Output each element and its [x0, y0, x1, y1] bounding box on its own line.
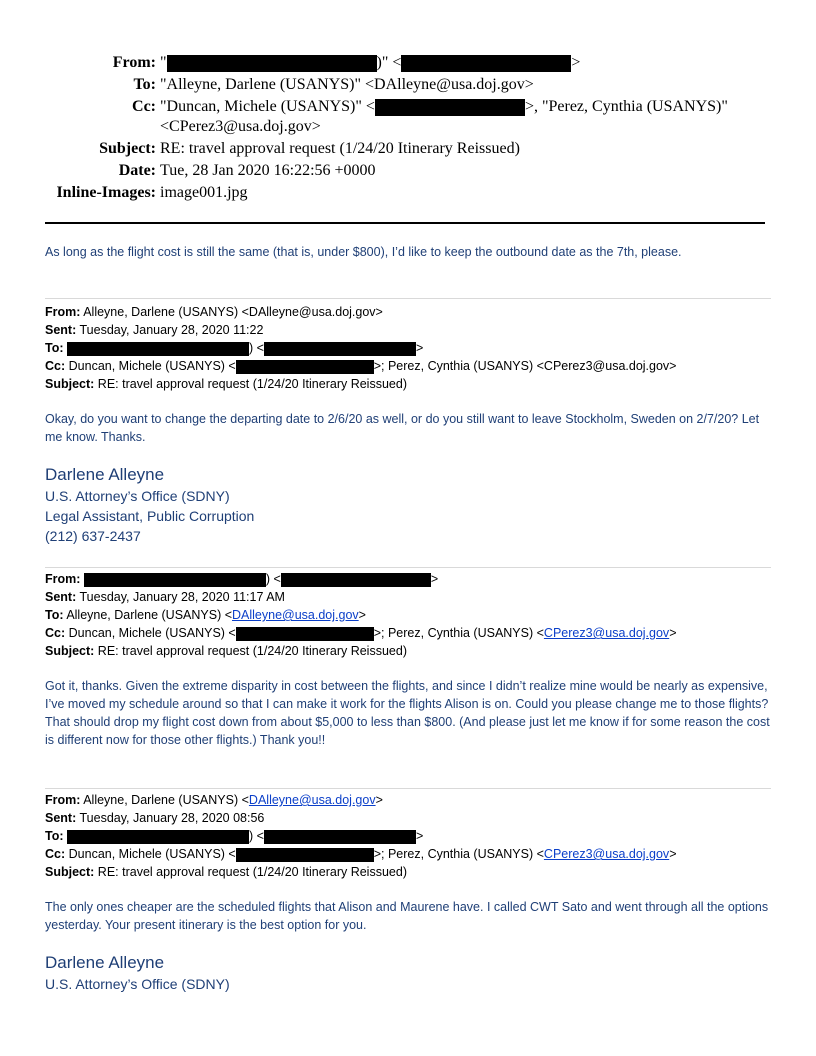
signature-office: U.S. Attorney’s Office (SDNY) — [45, 488, 230, 504]
signature-name: Darlene Alleyne — [45, 953, 165, 972]
redaction — [236, 848, 374, 862]
meta-to-value: "Alleyne, Darlene (USANYS)" <DAlleyne@usa.doj.gov> — [160, 76, 534, 93]
message-separator — [45, 567, 771, 568]
signature-phone: (212) 637-2437 — [45, 528, 141, 544]
email-metadata — [0, 53, 816, 205]
signature — [45, 464, 771, 546]
meta-subject-label: Subject: — [99, 140, 156, 157]
meta-cc-label: Cc: — [132, 98, 156, 115]
message-separator — [45, 788, 771, 789]
message-2-body: Got it, thanks. Given the extreme disparity in cost between the flights, and since I didn’t realize mine would be nearly as expensive, I’ve moved my schedule around so that I can make it work for the flights Alison is on. Could you please change me to those flights? That should drop my flight cost down from about $5,000 to less than $800. (And please just let me know if for some reason the cost is different now for those other flights.) Thank you!! — [45, 679, 770, 747]
redaction — [264, 342, 416, 356]
meta-from-label: From: — [112, 54, 156, 71]
signature-title: Legal Assistant, Public Corruption — [45, 508, 255, 524]
meta-to-row — [0, 75, 816, 95]
email-link[interactable]: DAlleyne@usa.doj.gov — [248, 793, 376, 807]
meta-from-row: From: " )" < > — [0, 53, 816, 73]
message-separator — [45, 298, 771, 299]
header-divider — [45, 222, 765, 224]
redaction — [67, 830, 249, 844]
message-1-header: From: Alleyne, Darlene (USANYS) <DAlleyne@usa.doj.gov> Sent: Tuesday, January 28, 2020 11:22 To: ) < > Cc: Duncan, Michele (USANYS) < >; Perez, Cynthia (USANYS) <CPerez3@usa.doj.gov> Subject: RE: travel approval request (1/24/20 Itinerary Reissued) — [45, 305, 677, 391]
message-2-header: From: ) < > Sent: Tuesday, January 28, 2020 11:17 AM To: Alleyne, Darlene (USANYS) <DAlleyne@usa.doj.gov> Cc: Duncan, Michele (USANYS) < >; Perez, Cynthia (USANYS) <CPerez3@usa.doj.gov> Subject: RE: travel approval request (1/24/20 Itinerary Reissued) — [45, 572, 677, 658]
signature-name: Darlene Alleyne — [45, 465, 165, 484]
redaction — [236, 360, 374, 374]
meta-images-label: Inline-Images: — [56, 184, 156, 201]
redaction — [67, 342, 249, 356]
meta-to-label: To: — [133, 76, 156, 93]
email-link[interactable]: CPerez3@usa.doj.gov — [543, 626, 670, 640]
meta-cc-row: Cc: "Duncan, Michele (USANYS)" < >, "Perez, Cynthia (USANYS)" <CPerez3@usa.doj.gov> — [0, 97, 816, 137]
message-1-body: Okay, do you want to change the departing date to 2/6/20 as well, or do you still want to leave Stockholm, Sweden on 2/7/20? Let me know. Thanks. — [45, 412, 760, 444]
message-2 — [45, 570, 771, 749]
redaction — [281, 573, 431, 587]
redaction — [84, 573, 266, 587]
meta-date-value: Tue, 28 Jan 2020 16:22:56 +0000 — [160, 162, 376, 179]
redaction — [401, 55, 571, 72]
redaction — [264, 830, 416, 844]
reply-body: As long as the flight cost is still the same (that is, under $800), I’d like to keep the outbound date as the 7th, please. — [45, 245, 682, 259]
redaction — [375, 99, 525, 116]
email-link[interactable]: CPerez3@usa.doj.gov — [543, 847, 670, 861]
signature-office: U.S. Attorney’s Office (SDNY) — [45, 976, 230, 992]
meta-images-value: image001.jpg — [160, 184, 248, 201]
meta-subject-row — [0, 139, 816, 159]
signature — [45, 952, 771, 994]
meta-date-row — [0, 161, 816, 181]
message-3-body: The only ones cheaper are the scheduled flights that Alison and Maurene have. I called CWT Sato and went through all the options yesterday. Your present itinerary is the best option for you. — [45, 900, 769, 932]
meta-subject-value: RE: travel approval request (1/24/20 Itinerary Reissued) — [160, 140, 520, 157]
meta-date-label: Date: — [118, 162, 156, 179]
message-3-header: From: Alleyne, Darlene (USANYS) <DAlleyne@usa.doj.gov> Sent: Tuesday, January 28, 2020 08:56 To: ) < > Cc: Duncan, Michele (USANYS) < >; Perez, Cynthia (USANYS) <CPerez3@usa.doj.gov> Subject: RE: travel approval request (1/24/20 Itinerary Reissued) — [45, 793, 677, 879]
meta-images-row — [0, 183, 816, 203]
redaction — [167, 55, 377, 72]
email-link[interactable]: DAlleyne@usa.doj.gov — [232, 608, 359, 622]
redaction — [236, 627, 374, 641]
message-3 — [45, 791, 771, 994]
message-1 — [45, 303, 771, 546]
